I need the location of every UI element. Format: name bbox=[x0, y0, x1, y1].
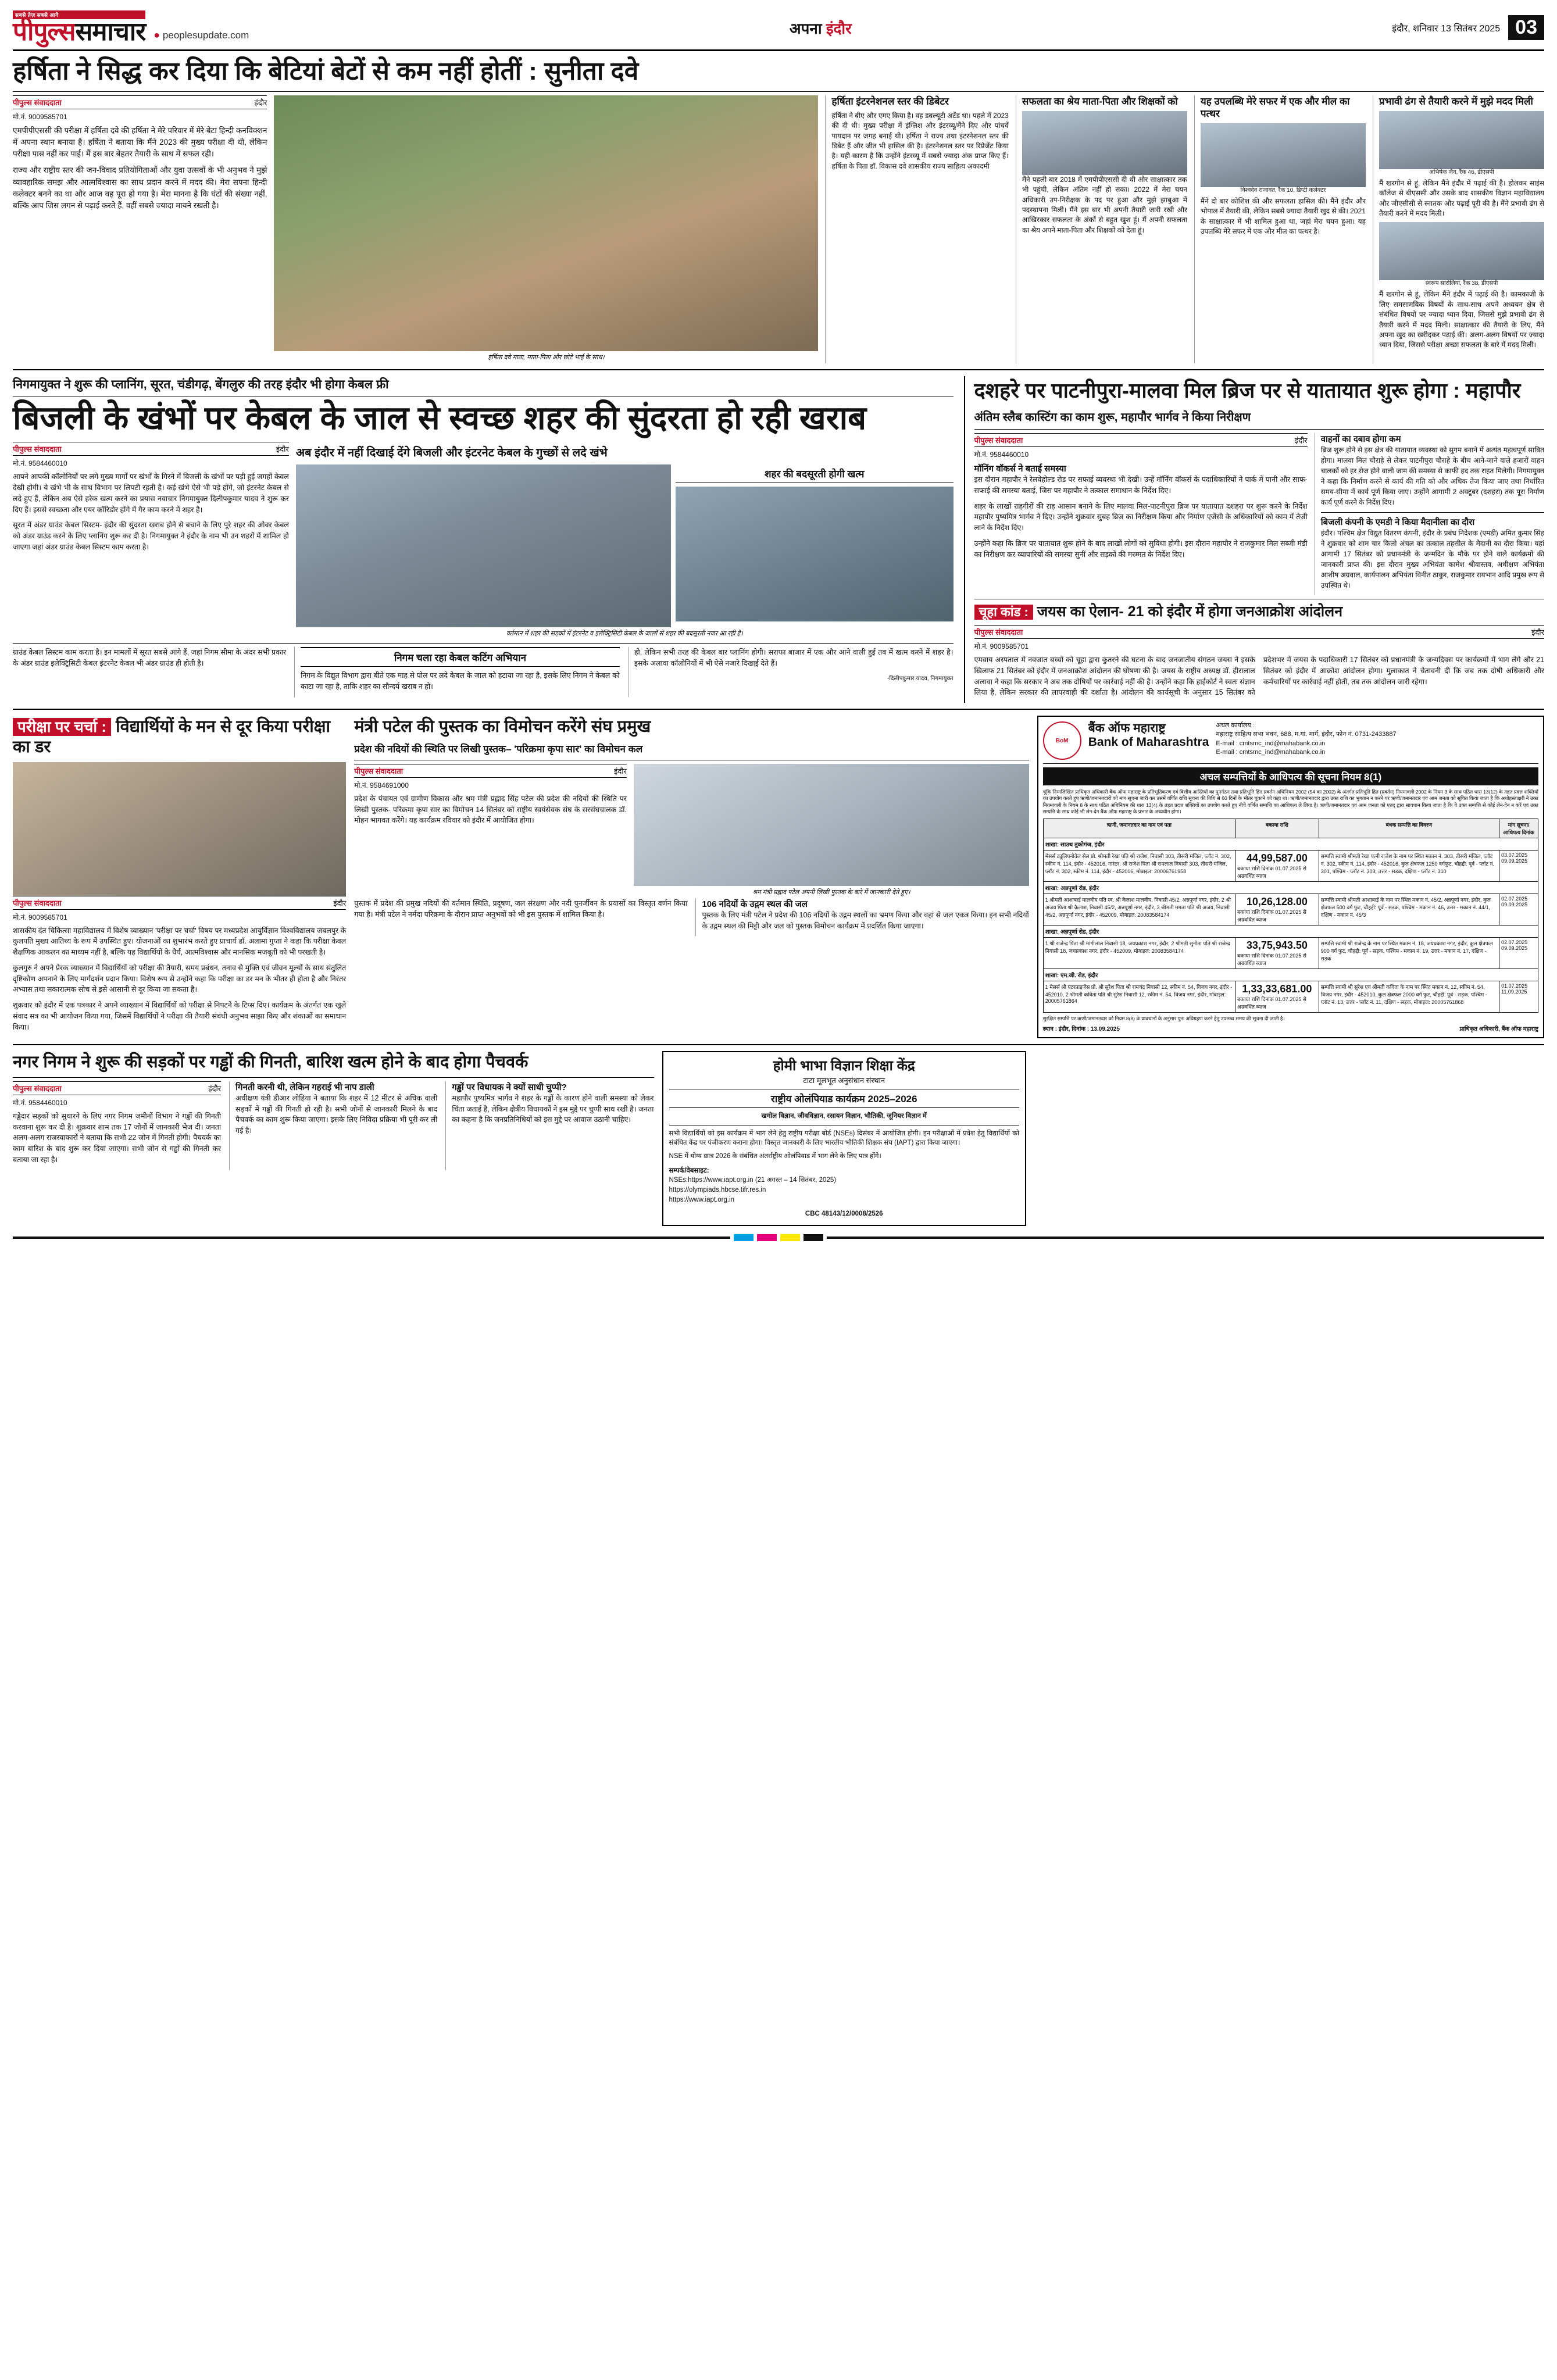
hb-links-label: सम्पर्क/वेबसाइट: bbox=[669, 1167, 709, 1174]
table-row bbox=[1043, 850, 1538, 881]
book-para-2: पुस्तक में प्रदेश की प्रमुख नदियों की वर्तमान स्थिति, प्रदूषण, जल संरक्षण और नदी पुनर्जीवन के प्रयासों का विस्तृत वर्णन किया गया है। मंत्री पटेल ने नर्मदा परिक्रमा के दौरान प्राप्त अनुभवों को भी इस पुस्तक में शामिल किया है। bbox=[354, 899, 688, 919]
byline-place: इंदौर bbox=[613, 766, 627, 776]
cell-amount bbox=[1235, 894, 1319, 925]
cable-lower-2 bbox=[294, 647, 620, 697]
bank-advertisement bbox=[1037, 716, 1544, 1038]
sidebar-2-photo bbox=[1022, 111, 1187, 175]
sidebar-4-photo bbox=[1379, 111, 1544, 169]
cell-property: सम्पत्ति स्वामी श्रीमती आशाबाई के नाम पर स्थित मकान नं. 45/2, अन्नपूर्णा नगर, इंदौर, कुल क्षेत्रफल 500 वर्ग फुट, चौहद्दी: पूर्व - सड़क, पश्चिम - मकान नं. 46, उत्तर - मकान नं. 44/1, दक्षिण - मकान नं. 45/3 bbox=[1319, 894, 1499, 925]
cable-kicker: निगमायुक्त ने शुरू की प्लानिंग, सूरत, चंडीगढ़, बेंगलुरु की तरह इंदौर भी होगा केबल फ्री bbox=[13, 377, 389, 391]
bank-email: E-mail : cmtsmc_ind@mahabank.co.in bbox=[1216, 739, 1326, 747]
color-swatch-black bbox=[804, 1234, 823, 1241]
sidebar-5-name: स्वरूप सारोलिया, रैंक 38, डीएसपी bbox=[1425, 280, 1498, 287]
byline-mobile: मो.नं. 9584460010 bbox=[974, 451, 1029, 459]
byline-author: पीपुल्स संवाददाता bbox=[13, 98, 62, 107]
possession-date: 11.09.2025 bbox=[1501, 988, 1527, 995]
book-photo bbox=[634, 764, 1029, 886]
demand-date: 02.07.2025 bbox=[1501, 895, 1528, 902]
hb-title: होमी भाभा विज्ञान शिक्षा केंद्र bbox=[773, 1058, 915, 1074]
divider bbox=[13, 1044, 1544, 1045]
pothole-story bbox=[13, 1051, 654, 1226]
mid-section bbox=[13, 376, 1544, 703]
hb-body-2: NSE में योग्य छात्र 2026 के संबंधित अंतर्राष्ट्रीय ओलंपियाड में भाग लेने के लिए पात्र होंगे। bbox=[669, 1152, 881, 1160]
cable-credit: -दिलीपकुमार यादव, निगमायुक्त bbox=[887, 675, 954, 682]
homi-bhabha-advertisement bbox=[662, 1051, 1026, 1226]
book-left bbox=[354, 764, 627, 898]
amount-value: 44,99,587.00 bbox=[1246, 852, 1308, 864]
notice-title: अचल सम्पत्तियों के आधिपत्य की सूचना नियम 8(1) bbox=[1043, 767, 1538, 785]
lead-sidebar-3 bbox=[1194, 95, 1366, 363]
pothole-col-2 bbox=[229, 1081, 437, 1170]
hb-link-2[interactable]: https://olympiads.hbcse.tifr.res.in bbox=[669, 1186, 766, 1193]
lead-sidebar-2 bbox=[1016, 95, 1187, 363]
byline bbox=[13, 442, 289, 456]
book-story bbox=[354, 716, 1029, 1038]
bridge-box-head: मॉनिंग वॉकर्स ने बताई समस्या bbox=[974, 464, 1066, 474]
footer-bar bbox=[13, 1234, 1544, 1241]
amount-note: बकाया राशि दिनांक 01.07.2025 से अग्रवर्धित ब्याज bbox=[1237, 952, 1306, 966]
bank-name-hindi: बैंक ऑफ महाराष्ट्र bbox=[1088, 721, 1166, 735]
cable-lower-1 bbox=[13, 647, 286, 697]
table-row bbox=[1043, 925, 1538, 937]
notice-body: चूंकि निम्नलिखित प्राधिकृत अधिकारी बैंक ऑफ महाराष्ट्र के प्रतिभूतिकरण एवं वित्तीय आस्तियों का पुनर्गठन तथा प्रतिभूति हित प्रवर्तन अधिनियम 2002 (54 का 2002) के अंतर्गत प्रतिभूति हित (प्रवर्तन) नियमावली 2002 के नियम 3 के साथ पठित धारा 13(12) के तहत प्रदत्त शक्तियों का उपयोग करते हुए ऋणी/जमानतदारों को मांग सूचना जारी कर उसमें वर्णित राशि सूचना की तिथि से 60 दिनों के भीतर चुकाने को कहा था। ऋणी/जमानतदार द्वारा उक्त राशि का भुगतान न करने पर ऋणी/जमानतदार एवं आम जनता को सूचित किया जाता है कि अधोहस्ताक्षरी ने उक्त नियमावली के नियम 8 के साथ पठित अधिनियम की धारा 13(4) के तहत प्रदत्त शक्तियों का उपयोग करते हुए नीचे वर्णित सम्पत्ति का आधिपत्य ले लिया है। ऋणी/जमानतदार एवं आम जनता को एतद् द्वारा सावधान किया जाता है कि वे उक्त सम्पत्ति से कोई लेन-देन न करें एवं उक्त सम्पत्ति के साथ कोई भी लेन-देन बैंक ऑफ महाराष्ट्र के प्रभार के अध्यधीन होगा। bbox=[1042, 789, 1538, 814]
color-swatch-magenta bbox=[757, 1234, 777, 1241]
cable-left-col bbox=[13, 442, 289, 639]
table-row bbox=[1043, 981, 1538, 1012]
pothole-headline: नगर निगम ने शुरू की सड़कों पर गड्ढों की गिनती, बारिश खत्म होने के बाद होगा पैचवर्क bbox=[13, 1053, 528, 1072]
cable-box-head: शहर की बदसूरती होगी खत्म bbox=[676, 464, 954, 483]
edition-date: इंदौर, शनिवार 13 सितंबर 2025 bbox=[1392, 23, 1501, 34]
table-row bbox=[1043, 969, 1538, 981]
sidebar-2-text: मैंने पहली बार 2018 में एमपीपीएससी दी थी और साक्षात्कार तक भी पहुंची, लेकिन अंतिम नहीं हो सका। 2022 में मेरा चयन अधिकारी उप-निरीक्षक के पद पर हुआ और मुझे झाबुआ में पदस्थापना मिली। मैंने इस बार भी अपनी तैयारी जारी रखी और आखिरकार सफलता के अंकों से बहुत खुश हूं। मैं अपनी सफलता का श्रेय अपने माता-पिता और शिक्षकों को देता हूं। bbox=[1022, 175, 1187, 234]
book-lower-grid bbox=[354, 898, 1029, 937]
cable-lower-grid bbox=[13, 647, 954, 697]
bridge-story bbox=[964, 376, 1544, 703]
table-row bbox=[1043, 881, 1538, 894]
bank-logo-icon: BoM bbox=[1043, 721, 1081, 760]
section-title bbox=[790, 17, 852, 38]
book-photo-caption: श्रम मंत्री प्रह्लाद पटेल अपनी लिखी पुस्तक के बारे में जानकारी देते हुए। bbox=[752, 888, 910, 896]
jays-tag: चूहा कांड : bbox=[974, 605, 1033, 620]
cable-photo-2-wrap bbox=[676, 464, 954, 627]
cable-photo-1 bbox=[296, 464, 671, 627]
byline-place: इंदौर bbox=[1294, 436, 1308, 445]
byline bbox=[974, 625, 1544, 639]
notice-signature-row bbox=[1043, 1024, 1538, 1032]
section-title-part1: अपना bbox=[789, 19, 826, 37]
sidebar-4-text: मैं खरगोन से हूं, लेकिन मैंने इंदौर में पढ़ाई की है। होलकर साइंस कॉलेज से बीएससी और उसके बाद शासकीय विज्ञान महाविद्यालय और जीएसीसी से स्नातक और पढ़ाई पूरी की है। मैंने प्रभावी ढंग से तैयारी करने में मदद मिली। bbox=[1379, 178, 1544, 218]
divider bbox=[13, 1077, 654, 1078]
sidebar-5-photo bbox=[1379, 222, 1544, 280]
cell-property: सम्पत्ति स्वामी श्री सुरेश एवं श्रीमती कविता के नाम पर स्थित मकान नं. 12, स्कीम नं. 54, विजय नगर, इंदौर - 452010, कुल क्षेत्रफल 2000 वर्ग फुट, चौहद्दी: पूर्व - सड़क, पश्चिम - प्लॉट नं. 13, उत्तर - प्लॉट नं. 11, दक्षिण - सड़क, मोबाइल: 20005761868 bbox=[1319, 981, 1499, 1012]
bullet-icon: ● bbox=[153, 29, 160, 41]
demand-date: 01.07.2025 bbox=[1501, 982, 1528, 989]
exam-story bbox=[13, 716, 346, 1038]
cable-photo-2 bbox=[676, 487, 954, 621]
cable-lower-3 bbox=[628, 647, 954, 697]
footer-line-right bbox=[827, 1237, 1544, 1239]
jays-headline bbox=[974, 603, 1544, 620]
byline-mobile: मो.नं. 9584460010 bbox=[13, 459, 67, 468]
cable-para-1: आपने आपकी कॉलोनियों पर लगे मुख्य मार्गों पर खंभों के गिरने में बिजली के खंभों पर पड़ी हुई जगहों केवल देखी होगी। ये खंभे भी के साथ विभाग पर लिपटी रहती है। कई खंभे ऐसे भी पड़े होंगे, जो इंटरनेट केबल से लदे हुए हैं, लेकिन अब ऐसे हरेक खत्म करने का प्रयास नवाचार निगमायुक्त दिलीपकुमार यादव ने शुरू कर दिए हैं। इससे स्वच्छता और एयर कॉरिडोर होंगे में गैर काम करने में शहर है। bbox=[13, 473, 289, 514]
hb-cbc-code: CBC 48143/12/0008/2526 bbox=[805, 1210, 883, 1218]
book-subhead: प्रदेश की नदियों की स्थिति पर लिखी पुस्तक– 'परिक्रमा कृपा सार' का विमोचन कल bbox=[354, 743, 643, 755]
lead-para-1: एमपीपीएससी की परीक्षा में हर्षिता दवे की हर्षिता ने मेरे परिवार में मेरे बेटा हिन्दी कनविक्शन में अपना स्थान बनाया है। हर्षिता ने बताया कि मैंने 2023 की मुख्य परीक्षा दी थी, लेकिन परीक्षा पास नहीं कर पाई। मैं इस बार बेहतर तैयारी के साथ में सफल रही। bbox=[13, 126, 267, 159]
byline bbox=[13, 1081, 221, 1095]
cell-amount bbox=[1235, 850, 1319, 881]
lead-photo-block bbox=[274, 95, 818, 363]
bridge-para-1: शहर के लाखों राहगीरों की राह आसान बनाने के लिए मालवा मिल-पाटनीपुरा ब्रिज पर यातायात दशहरा पर शुरू करने के निर्देश महापौर पुष्यमित्र भार्गव ने दिए। उन्होंने शुक्रवार सुबह ब्रिज का निरीक्षण किया और निर्माण एजेंसी के अधिकारियों को काम में तेजी लाने के निर्देश दिए। bbox=[974, 502, 1308, 533]
bank-address bbox=[1216, 721, 1396, 757]
bank-name-block bbox=[1088, 721, 1209, 749]
th-borrower: ऋणी, जमानतदार का नाम एवं पता bbox=[1043, 819, 1235, 838]
book-headline: मंत्री पटेल की पुस्तक का विमोचन करेंगे संघ प्रमुख bbox=[354, 717, 651, 737]
jays-headline-text: जयस का ऐलान- 21 को इंदौर में होगा जनआक्रोश आंदोलन bbox=[1037, 603, 1343, 620]
book-right bbox=[634, 764, 1029, 898]
cell-dates bbox=[1499, 894, 1538, 925]
exam-headline bbox=[13, 717, 346, 757]
notice-footer-note: सुरक्षित सम्पत्ति पर ऋणी/जमानतदार को नियम 8(8) के प्रावधानों के अनुसार पुनः अधिग्रहण करने हेतु उपलब्ध समय की सूचना दी जाती है। bbox=[1042, 1015, 1285, 1021]
sidebar-1-head: हर्षिता इंटरनेशनल स्तर की डिबेटर bbox=[831, 95, 949, 107]
bridge-right bbox=[1315, 433, 1544, 595]
bank-header bbox=[1043, 721, 1538, 764]
exam-para-3: शुक्रवार को इंदौर में एक पत्रकार ने अपने व्याख्यान में विद्यार्थियों को परीक्षा से निपटने के टिप्स दिए। कार्यक्रम के अंतर्गत एक खुले संवाद सत्र का भी आयोजन किया गया, जिसमें विद्यार्थियों ने परीक्षा की तैयारी संबंधी अनुभव साझा किए और शंकाओं का समाधान किया। bbox=[13, 1001, 347, 1031]
cell-property: सम्पत्ति स्वामी श्री राजेन्द्र के नाम पर स्थित मकान नं. 18, जयप्रकाश नगर, इंदौर, कुल क्षेत्रफल 900 वर्ग फुट, चौहद्दी: पूर्व - सड़क, पश्चिम - मकान नं. 19, उत्तर - मकान नं. 17, दक्षिण - सड़क bbox=[1319, 937, 1499, 969]
amount-value: 10,26,128.00 bbox=[1246, 895, 1308, 907]
byline bbox=[974, 433, 1308, 447]
pothole-col-1 bbox=[13, 1081, 221, 1170]
bottom-section bbox=[13, 716, 1544, 1038]
branch-label: शाखा: साउथ तुकोगंज, इंदौर bbox=[1043, 838, 1538, 850]
sidebar-5-text: मैं खरगोन से हूं, लेकिन मैंने इंदौर में पढ़ाई की है। कामकाजी के लिए समसामयिक विषयों के साथ-साथ अपने अध्ययन क्षेत्र से संबंधित विषयों पर ज्यादा ध्यान दिया, जिससे मुझे प्रभावी ढंग से तैयारी करने में मदद मिली। साक्षात्कार की तैयारी के लिए, मैंने अपना खुद का खरीदकर पढ़ाई की। अलग-अलग विषयों पर ज्यादा ध्यान दिया, जिससे परीक्षा अच्छा सफलता के बारे में मदद मिली। bbox=[1379, 290, 1544, 349]
hb-link-1[interactable]: NSEs:https://www.iapt.org.in (21 अगस्त – 14 सितंबर, 2025) bbox=[669, 1177, 837, 1184]
cable-box2-text-2: हो, लेकिन सभी तरह की केबल बार प्लानिंग होगी। सराफा बाजार में एक और आने वाली हुई तब में खत्म करने में शहर है। इसके अलावा कॉलोनियों में भी ऐसे नजारे दिखाई देते हैं। bbox=[634, 648, 954, 668]
masthead-left bbox=[13, 10, 249, 45]
bridge-r1-head: वाहनों का दबाव होगा कम bbox=[1320, 434, 1401, 445]
last-row-spacer bbox=[1034, 1051, 1544, 1226]
byline-mobile: मो.नं. 9009585701 bbox=[13, 112, 67, 121]
cell-borrower: मेसर्स ट्यूलिपनोवेल सेल प्रो. श्रीमती रेखा पति श्री राजेश, निवासी 303, तीसरी मंजिल, प्लॉट नं. 302, स्कीम नं. 114, इंदौर - 452016, गारंटर: श्री राजेश पिता श्री रामलाल निवासी 303, तीसरी मंजिल, प्लॉट नं. 302, स्कीम नं. 114, इंदौर - 452016, मोबाइल: 20006761958 bbox=[1043, 850, 1235, 881]
exam-para-2: कुलगुरु ने अपने प्रेरक व्याख्यान में विद्यार्थियों को परीक्षा की तैयारी, समय प्रबंधन, तनाव से मुक्ति एवं जीवन मूल्यों के साथ संतुलित दृष्टिकोण अपनाने के लिए मार्गदर्शन प्रदान किया। विशेष रूप से उन्होंने कहा कि परीक्षा का डर मन के भीतर ही होता है और निरंतर अभ्यास तथा सकारात्मक सोच से इसे आसानी से दूर किया जा सकता है। bbox=[13, 963, 347, 994]
sidebar-3-photo bbox=[1201, 123, 1366, 187]
demand-date: 03.07.2025 bbox=[1501, 852, 1528, 858]
lead-sidebar-4 bbox=[1373, 95, 1544, 363]
lead-story-grid bbox=[13, 95, 1544, 363]
website-url-text: peoplesupdate.com bbox=[162, 30, 249, 41]
pothole-text-3: महापौर पुष्यमित्र भार्गव ने शहर के गड्ढों के कारण होने वाली समस्या को लेकर चिंता जताई है, लेकिन क्षेत्रीय विधायकों ने इस मुद्दे पर चुप्पी साध रखी है। जनता का कहना है कि जनप्रतिनिधियों को इस मुद्दे पर आवाज उठानी चाहिए। bbox=[452, 1093, 654, 1124]
masthead bbox=[13, 10, 1544, 51]
cell-dates bbox=[1499, 981, 1538, 1012]
hb-body-1: सभी विद्यार्थियों को इस कार्यक्रम में भाग लेने हेतु राष्ट्रीय परीक्षा बोर्ड (NSEs) दिसंबर में आयोजित होगी। इन परीक्षाओं में प्रवेश हेतु विद्यार्थियों को संबंधित केंद्र पर पंजीकरण कराना होगा। विस्तृत जानकारी के लिए भारतीय भौतिकी शिक्षक संघ (IAPT) द्वारा किया जाएगा। bbox=[669, 1130, 1019, 1147]
th-dates: मांग सूचना/आधिपत्य दिनांक bbox=[1499, 819, 1538, 838]
pothole-grid bbox=[13, 1081, 654, 1170]
cable-subhead: अब इंदौर में नहीं दिखाई देंगे बिजली और इंटरनेट केबल के गुच्छों से लदे खंभे bbox=[295, 446, 608, 460]
byline bbox=[13, 95, 267, 109]
notice-authorised-officer: प्राधिकृत अधिकारी, बैंक ऑफ महाराष्ट्र bbox=[1459, 1026, 1538, 1033]
exam-photo bbox=[13, 762, 346, 896]
pothole-box1-head: गिनती करनी थी, लेकिन गहराई भी नाप डाली bbox=[235, 1082, 374, 1092]
divider bbox=[13, 91, 1544, 92]
bank-address-text: महाराष्ट्र साहित्य सभा भवन, 688, म.गां. मार्ग, इंदौर, फोन नं. 0731-2433887 bbox=[1216, 731, 1397, 738]
bridge-box-text: इस दौरान महापौर ने रेलवेहोल्ड रोड पर सफाई व्यवस्था भी देखी। उन्हें मॉर्निंग वॉकर्स के पदाधिकारियों ने पार्क में पानी और साफ-सफाई की समस्या बताई, जिस पर महापौर ने तत्काल समाधान के निर्देश दिए। bbox=[974, 476, 1308, 495]
section-title-part2: इंदौर bbox=[826, 19, 852, 37]
amount-value: 33,75,943.50 bbox=[1246, 939, 1308, 951]
sidebar-4-name: अभिषेक जैन, रैंक 46, डीएसपी bbox=[1429, 169, 1494, 176]
byline-author: पीपुल्स संवाददाता bbox=[13, 445, 62, 454]
book-box-text: पुस्तक के लिए मंत्री पटेल ने प्रदेश की 106 नदियों के उद्गम स्थलों का भ्रमण किया और वहां से जल एकत्र किया। इन सभी नदियों के उद्गम स्थल की मिट्टी और जल को पुस्तक विमोचन कार्यक्रम में प्रदर्शित किया जाएगा। bbox=[702, 910, 1029, 930]
color-swatch-yellow bbox=[780, 1234, 800, 1241]
sidebar-4-head: प्रभावी ढंग से तैयारी करने में मुझे मदद मिली bbox=[1379, 95, 1533, 107]
divider bbox=[13, 643, 954, 644]
lead-photo-caption: हर्षिता दवे माता, माता-पिता और छोटे भाई के साथ। bbox=[488, 353, 605, 361]
table-header-row bbox=[1043, 819, 1538, 838]
lead-headline: हर्षिता ने सिद्ध कर दिया कि बेटियां बेटों से कम नहीं होतीं : सुनीता दवे bbox=[13, 57, 639, 85]
lead-photo bbox=[274, 95, 818, 351]
amount-note: बकाया राशि दिनांक 01.07.2025 से अग्रवर्धित ब्याज bbox=[1237, 909, 1306, 923]
logo-title: पीपुल्ससमाचार bbox=[13, 17, 146, 46]
bridge-grid bbox=[974, 433, 1544, 595]
jays-story bbox=[974, 603, 1544, 698]
table-row bbox=[1043, 937, 1538, 969]
divider bbox=[974, 429, 1544, 430]
cable-box2-head: निगम चला रहा केबल कटिंग अभियान bbox=[301, 647, 620, 667]
byline-author: पीपुल्स संवाददाता bbox=[974, 628, 1023, 637]
cable-headline: बिजली के खंभों पर केबल के जाल से स्वच्छ शहर की सुंदरता हो रही खराब bbox=[13, 399, 867, 436]
book-grid bbox=[354, 764, 1029, 898]
exam-headline-text: विद्यार्थियों के मन से दूर किया परीक्षा का डर bbox=[13, 717, 331, 756]
jays-text: एमवाय अस्पताल में नवजात बच्चों को चूहा द्वारा कुतरने की घटना के बाद जनजातीय संगठन जयस ने इसके खिलाफ 21 सितंबर को इंदौर में जनआक्रोश आंदोलन की घोषणा की है। जयस के राष्ट्रीय अध्यक्ष डॉ. हीरालाल अलावा ने कहा कि सरकार ने अब तक दोषियों पर कार्रवाई नहीं की है। उन्होंने कहा कि हाईकोर्ट ने स्वतः संज्ञान लिया है, लेकिन सरकार की लापरवाही की दर्शाता है। आंदोलन की कार्यसूची के अनुसार 15 सितंबर को प्रदेशभर में जयस के पदाधिकारी 17 सितंबर को प्रधानमंत्री के जन्मदिवस पर कार्यक्रमों में भाग लेंगे और 21 सितंबर को इंदौर में आक्रोश आंदोलन होगा। मुलाकात ने चेतावनी दी कि जब तक दोषी अधिकारी और कर्मचारियों पर कार्रवाई नहीं होती, तब तक आंदोलन जारी रहेगा। bbox=[974, 656, 1544, 697]
cell-borrower: 1 मेसर्स श्री एंटरप्राइजेस प्रो. श्री सुरेश पिता श्री रामचंद्र निवासी 12, स्कीम नं. 54, विजय नगर, इंदौर - 452010, 2 श्रीमती कविता पति श्री सुरेश निवासी 12, स्कीम नं. 54, विजय नगर, इंदौर, मोबाइल: 20005761864 bbox=[1043, 981, 1235, 1012]
cable-photo-1-wrap bbox=[296, 464, 671, 627]
bridge-r2-text: इंदौर। पश्चिम क्षेत्र विद्युत वितरण कंपनी, इंदौर के प्रबंध निदेशक (एमडी) अमित कुमार सिंह ने शुक्रवार को शाम चार किलो अंचल का तत्काल तहसील के मैदानी का दौरा किया। यहां आगामी 17 सितंबर को प्रधानमंत्री के जन्मदिन के मौके पर होने वाले कार्यक्रमों की जानकारी प्राप्त की। इस दौरान मुख्य अभियंता कामेश श्रीवास्तव, अधीक्षण अभियंता आशीष अग्रवाल, कार्यपालन अभियंता विनीत ठाकुर, राजकुमार रायभान आदि प्रमुख रूप से उपस्थित थे। bbox=[1320, 529, 1544, 590]
logo-tagline: सबसे तेज़ सबसे आगे bbox=[13, 10, 145, 19]
th-amount: बकाया राशि bbox=[1235, 819, 1319, 838]
cable-photo-pair bbox=[296, 464, 954, 627]
byline bbox=[13, 896, 346, 910]
book-lower-right bbox=[695, 898, 1029, 937]
table-row bbox=[1043, 838, 1538, 850]
byline-place: इंदौर bbox=[333, 898, 347, 907]
sidebar-2-head: सफलता का श्रेय माता-पिता और शिक्षकों को bbox=[1022, 95, 1178, 107]
page-number: 03 bbox=[1508, 15, 1544, 40]
pothole-text-2: अधीक्षण यंत्री डीआर लोहिया ने बताया कि शहर में 12 मीटर से अधिक वाली सड़कों में गड्ढों की गिनती हो रही है। सभी जोनों से जानकारी मिलने के बाद पैचवर्क का काम शुरू किया जाएगा। इसके लिए निविदा प्रक्रिया भी पूरी कर ली गई है। bbox=[235, 1093, 438, 1135]
footer-line-left bbox=[13, 1237, 730, 1239]
bridge-headline: दशहरे पर पाटनीपुरा-मालवा मिल ब्रिज पर से यातायात शुरू होगा : महापौर bbox=[974, 378, 1521, 402]
bridge-subhead: अंतिम स्लैब कास्टिंग का काम शुरू, महापौर भार्गव ने किया निरीक्षण bbox=[974, 411, 1251, 424]
byline-place: इंदौर bbox=[276, 445, 289, 454]
byline-author: पीपुल्स संवाददाता bbox=[13, 1084, 62, 1093]
demand-date: 02.07.2025 bbox=[1501, 939, 1528, 945]
pothole-text-1: गड्ढेदार सड़कों को सुधारने के लिए नगर निगम जमीनों विभाग ने गड्ढों की गिनती करवाना शुरू कर दी है। शुक्रवार शाम तक 17 जोनों में जानकारी भेज दी। जनता अलग-अलग राजस्वाकारों ने बताया कि सभी 22 जोन में गिनती होगी। पैचवर्क का काम बारिश के बाद शुरू कर दिया जाएगा। सभी जोन से गड्ढों की गिनती कर बताया जा रहा है। bbox=[13, 1112, 222, 1164]
cell-dates bbox=[1499, 850, 1538, 881]
byline-place: इंदौर bbox=[208, 1084, 222, 1093]
pothole-box2-head: गड्ढों पर विधायक ने क्यों साधी चुप्पी? bbox=[452, 1082, 567, 1092]
byline-author: पीपुल्स संवाददाता bbox=[974, 436, 1023, 445]
publication-logo bbox=[13, 10, 145, 45]
th-property: बंधक सम्पत्ति का विवरण bbox=[1319, 819, 1499, 838]
notice-table bbox=[1043, 819, 1538, 1013]
branch-label: शाखा: अन्नपूर्णा रोड, इंदौर bbox=[1043, 925, 1538, 937]
exam-tag: परीक्षा पर चर्चा : bbox=[13, 718, 111, 736]
hb-subtitle: टाटा मूलभूत अनुसंधान संस्थान bbox=[803, 1075, 885, 1085]
byline-mobile: मो.नं. 9584460010 bbox=[13, 1098, 67, 1107]
byline bbox=[354, 764, 627, 778]
amount-note: बकाया राशि दिनांक 01.07.2025 से अग्रवर्धित ब्याज bbox=[1237, 865, 1306, 879]
bridge-left bbox=[974, 433, 1308, 595]
branch-label: शाखा: अन्नपूर्णा रोड, इंदौर bbox=[1043, 881, 1538, 894]
cell-amount bbox=[1235, 937, 1319, 969]
cell-borrower: 1 श्री राजेन्द्र पिता श्री मांगीलाल निवासी 18, जयप्रकाश नगर, इंदौर, 2 श्रीमती सुनीता पति श्री राजेन्द्र निवासी 18, जयप्रकाश नगर, इंदौर - 452009, मोबाइल: 20083584174 bbox=[1043, 937, 1235, 969]
cable-box2-text: निगम के विद्युत विभाग द्वारा बीते एक माह से पोल पर लदे केबल के जाल को हटाया जा रहा है, इसके लिए निगम ने केबल को काटा जा रहा है, ताकि शहर का सौन्दर्य खराब न हो। bbox=[301, 671, 620, 691]
byline-place: इंदौर bbox=[254, 98, 267, 107]
byline-mobile: मो.नं. 9584691000 bbox=[354, 781, 409, 789]
lead-sidebar-1 bbox=[825, 95, 1008, 363]
cell-property: सम्पत्ति स्वामी श्रीमती रेखा पत्नी राजेश के नाम पर स्थित मकान नं. 303, तीसरी मंजिल, प्लॉट नं. 302, स्कीम नं. 114, इंदौर - 452016, कुल क्षेत्रफल 1250 वर्गफुट, चौहद्दी: पूर्व - प्लॉट नं. 301, पश्चिम - प्लॉट नं. 303, उत्तर - सड़क, दक्षिण - प्लॉट नं. 310 bbox=[1319, 850, 1499, 881]
byline-author: पीपुल्स संवाददाता bbox=[13, 898, 62, 907]
byline-author: पीपुल्स संवाददाता bbox=[354, 766, 403, 776]
byline-mobile: मो.नं. 9009585701 bbox=[974, 642, 1029, 651]
possession-date: 09.09.2025 bbox=[1501, 901, 1528, 907]
amount-note: बकाया राशि दिनांक 01.07.2025 से अग्रवर्धित ब्याज bbox=[1237, 996, 1306, 1010]
hb-subjects: खगोल विज्ञान, जीवविज्ञान, रसायन विज्ञान, भौतिकी, जूनियर विज्ञान में bbox=[761, 1112, 927, 1120]
website-url[interactable] bbox=[153, 29, 249, 45]
byline-mobile: मो.नं. 9009585701 bbox=[13, 913, 67, 921]
hb-program: राष्ट्रीय ओलंपियाड कार्यक्रम 2025–2026 bbox=[669, 1089, 1019, 1108]
lead-para-2: राज्य और राष्ट्रीय स्तर की जन-विवाद प्रतियोगिताओं और युवा उत्सवों के भी अनुभव ने मुझे व्यावहारिक समझ और आत्मविश्वास का साथ प्रदान करने में मदद की। मेरा सपना हिन्दी कलेक्टर बनने का था और आज वह पूरा हो गया है। मेरा मानना है कि घंटों की संख्या नहीं, बल्कि आप जिस लगन से पढ़ाई करते हैं, वहीं सबसे ज्यादा मायने रखती है। bbox=[13, 166, 267, 210]
cable-story bbox=[13, 376, 954, 703]
bank-address-title: अचल कार्यालय : bbox=[1216, 722, 1255, 730]
cell-borrower: 1 श्रीमती आशाबाई मालवीय पति स्व. श्री कैलाश मालवीय, निवासी 45/2, अन्नपूर्णा नगर, इंदौर, 2 श्री अजय पिता श्री कैलाश, निवासी 45/2, अन्नपूर्णा नगर, इंदौर, 3 श्रीमती ममता पति श्री अजय, निवासी 45/2, अन्नपूर्णा नगर, इंदौर - 452009, मोबाइल: 20083584174 bbox=[1043, 894, 1235, 925]
color-swatch-cyan bbox=[734, 1234, 753, 1241]
last-row bbox=[13, 1051, 1544, 1226]
possession-date: 09.09.2025 bbox=[1501, 945, 1528, 951]
exam-para-1: शासकीय दंत चिकित्सा महाविद्यालय में विशेष व्याख्यान 'परीक्षा पर चर्चा' विषय पर मध्यप्रदेश आयुर्विज्ञान विश्वविद्यालय जबलपुर के कुलपति मुख्य आतिथ्य के रूप में उपस्थित हुए। योजनाओं का शुभारंभ करते हुए प्राचार्य डॉ. अलामा गुप्ता ने कहा कि परीक्षा केवल शैक्षणिक आकलन का माध्यम नहीं है, बल्कि यह विद्यार्थियों के धैर्य, आत्मविश्वास और मानसिक मजबूती को भी परखती है। bbox=[13, 926, 347, 957]
masthead-right bbox=[1392, 15, 1544, 40]
divider bbox=[13, 369, 1544, 370]
bank-name-english: Bank of Maharashtra bbox=[1088, 735, 1209, 749]
divider bbox=[1321, 512, 1544, 513]
table-row bbox=[1043, 894, 1538, 925]
amount-value: 1,33,33,681.00 bbox=[1242, 982, 1312, 995]
cable-para-3: ग्राउंड केबल सिस्टम काम करता है। इन मामलों में सूरत सबसे आगे हैं, जहां निगम सीमा के अंदर सभी प्रकार के अंडर ग्राउंड इलेक्ट्रिसिटी केबल इंटरनेट केबल भी अंडर ग्राउंड ही होती है। bbox=[13, 648, 287, 668]
sidebar-1-text: हर्षिता ने बीए और एमए किया है। वह डबल्यूटी अटेंड था। पहले में 2023 की दी थी। मुख्य परीक्षा में इंग्लिश और इंटरव्यू/मैंने दिए और पांचवें पायदान पर जगह बनाई थी। हर्षिता ने राज्य तथा इंटरनेशनल स्तर की डिबेट हैं और जीत भी हासिल की है। इंटरनेशनल स्तर पर रिप्रेजेंट किया है। यही कारण है कि उन्होंने इंटरव्यू में सबसे ज्यादा अंक प्राप्त किए हैं। हर्षिता के पिता डॉ. विकास दवे शासकीय राज्य साहित्य अकादमी bbox=[831, 111, 1009, 170]
pothole-col-3 bbox=[445, 1081, 653, 1170]
byline-place: इंदौर bbox=[1531, 628, 1544, 637]
notice-place-date: स्थान : इंदौर, दिनांक : 13.09.2025 bbox=[1042, 1026, 1120, 1033]
divider bbox=[13, 709, 1544, 710]
cable-right-col bbox=[296, 442, 954, 639]
cell-dates bbox=[1499, 937, 1538, 969]
cable-body-grid bbox=[13, 442, 954, 639]
sidebar-3-name: विश्वदेव राजावत, रैंक 10, डिप्टी कलेक्टर bbox=[1240, 187, 1326, 194]
lead-col-text bbox=[13, 95, 267, 363]
bridge-r1-text: ब्रिज शुरू होने से इस क्षेत्र की यातायात व्यवस्था को सुगम बनाने में अत्यंत महत्वपूर्ण साबित होगा। मालवा मिल चौराहे से लेकर पाटनीपुरा चौराहे के बीच आने-जाने वाले हजारों वाहन चालकों को हर रोज होने वाली जाम की समस्या से काफी हद तक राहत मिलेगी। निगमायुक्त ने कहा कि निर्माण करने से कार्य की गति को और अधिक तेज किया जाए तथा निर्धारित समय-सीमा में कार्य पूर्ण किया जाए। उन्होंने आगामी 2 अक्टूबर (दशहरा) तक पूरा निर्माण कार्य पूर्ण करने के निर्देश दिए। bbox=[1320, 446, 1544, 507]
book-para-1: प्रदेश के पंचायत एवं ग्रामीण विकास और श्रम मंत्री प्रह्लाद सिंह पटेल की प्रदेश की नदियों की स्थिति पर लिखी पुस्तक- परिक्रमा कृपा सार का विमोचन 14 सितंबर को राष्ट्रीय स्वयंसेवक संघ के सरसंघचालक डॉ. मोहन भागवत करेंगे। यह कार्यक्रम रविवार को इंदौर में आयोजित होगा। bbox=[354, 794, 627, 825]
branch-label: शाखा: एम.जी. रोड, इंदौर bbox=[1043, 969, 1538, 981]
possession-date: 09.09.2025 bbox=[1501, 857, 1528, 864]
book-box-head: 106 नदियों के उद्गम स्थल की जल bbox=[702, 899, 808, 909]
bridge-para-2: उन्होंने कहा कि ब्रिज पर यातायात शुरू होने के बाद लाखों लोगों को सुविधा होगी। इस दौरान महापौर ने राजकुमार मिल सब्जी मंडी का निरीक्षण कर व्यापारियों की समस्या सुनीं और सड़कों की मरम्मत के निर्देश दिए। bbox=[974, 539, 1308, 559]
hb-link-3[interactable]: https://www.iapt.org.in bbox=[669, 1196, 735, 1203]
cell-amount bbox=[1235, 981, 1319, 1012]
book-lower-left bbox=[354, 898, 687, 937]
sidebar-3-head: यह उपलब्धि मेरे सफर में एक और मील का पत्थर bbox=[1200, 95, 1350, 119]
bank-email-2: E-mail : cmtsmc_ind@mahabank.co.in bbox=[1216, 749, 1326, 756]
cable-photo-caption: वर्तमान में शहर की सड़कों में इंटरनेट व इलेक्ट्रिसिटी केबल के जालों से शहर की बदसूरती नजर आ रही है। bbox=[506, 630, 743, 638]
bridge-r2-head: बिजली कंपनी के एमडी ने किया मैदानीला का दौरा bbox=[1320, 517, 1475, 528]
sidebar-3-text: मैंने दो बार कोशिश की और सफलता हासिल की। मैंने इंदौर और भोपाल में तैयारी की, लेकिन सबसे ज्यादा तैयारी खुद से की। 2021 के साक्षात्कार में भी शामिल हुआ था, जहां मेरा चयन हुआ। यह उपलब्धि मेरे सफर में एक और मील का पत्थर है। bbox=[1200, 197, 1366, 236]
cable-para-2: सूरत में अंडर ग्राउंड केबल सिस्टम- इंदौर की सुंदरता खराब होने से बचाने के लिए पूरे शहर की ओवर केबल को अंडर ग्राउंड करने के लिए प्लानिंग शुरू कर दी है। निगमायुक्त ने इंदौर के नाम भी उन शहरों में शामिल हो जाएगा जहां अंडर ग्राउंड केबल सिस्टम काम करता है। bbox=[13, 521, 289, 551]
